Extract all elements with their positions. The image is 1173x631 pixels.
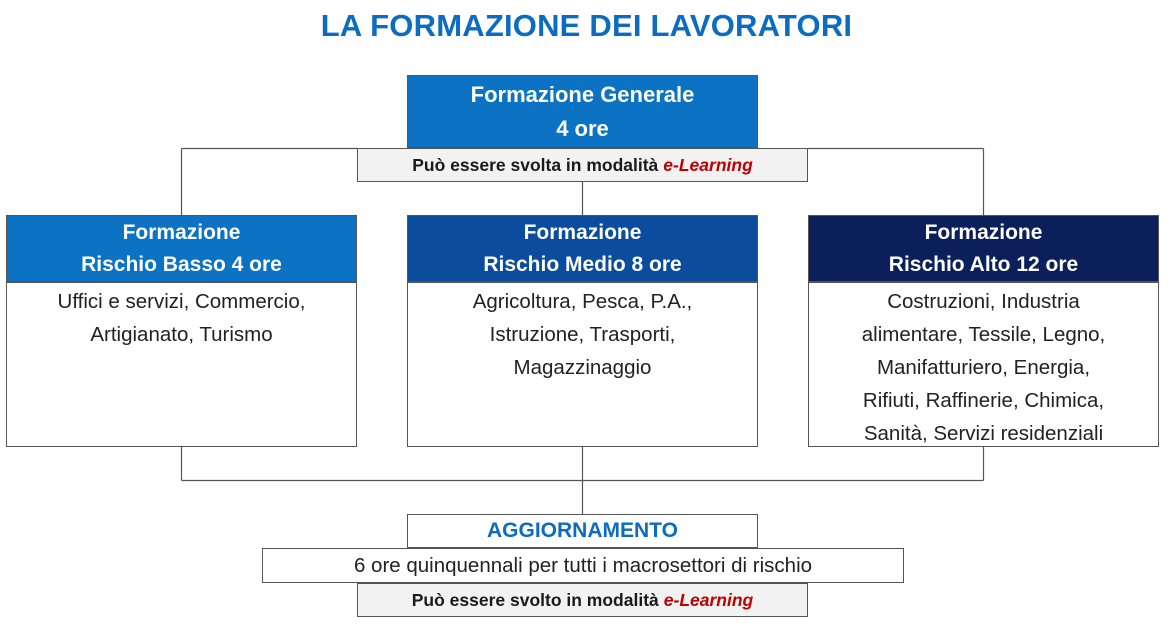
sector-line: Sanità, Servizi residenziali: [863, 422, 1104, 445]
rischio-alto-title: Formazione: [924, 220, 1043, 244]
sector-line: Rifiuti, Raffinerie, Chimica,: [862, 389, 1105, 412]
sector-line: Magazzinaggio: [513, 356, 652, 379]
aggiornamento-note-text: Può essere svolto in modalità: [411, 589, 659, 610]
formazione-generale-box: [407, 75, 758, 148]
aggiornamento-detail: 6 ore quinquennali per tutti i macrosettori di rischio: [262, 548, 904, 583]
rischio-medio-header: [407, 215, 758, 282]
formazione-generale-title: Formazione Generale: [470, 81, 695, 107]
aggiornamento-label: AGGIORNAMENTO: [407, 514, 758, 548]
formazione-generale-hours: 4 ore: [556, 115, 609, 141]
sector-line: Agricoltura, Pesca, P.A.,: [472, 290, 693, 313]
sector-line: Artigianato, Turismo: [90, 323, 273, 346]
rischio-basso-header: [6, 215, 357, 282]
sector-line: Manifatturiero, Energia,: [876, 356, 1091, 379]
rischio-alto-sectors: [808, 282, 1159, 447]
aggiornamento-note-elearning: e-Learning: [663, 589, 754, 610]
rischio-medio-hours: Rischio Medio 8 ore: [483, 252, 682, 276]
rischio-basso-title: Formazione: [122, 220, 241, 244]
sector-line: alimentare, Tessile, Legno,: [861, 323, 1106, 346]
rischio-alto-header: [808, 215, 1159, 282]
aggiornamento-elearning-note: [357, 583, 808, 617]
sector-line: Uffici e servizi, Commercio,: [57, 290, 306, 313]
sector-line: Istruzione, Trasporti,: [489, 323, 676, 346]
rischio-basso-hours: Rischio Basso 4 ore: [81, 252, 282, 276]
sector-line: Costruzioni, Industria: [887, 290, 1080, 313]
rischio-medio-title: Formazione: [523, 220, 642, 244]
diagram-title: LA FORMAZIONE DEI LAVORATORI: [320, 8, 853, 43]
rischio-alto-hours: Rischio Alto 12 ore: [888, 252, 1079, 276]
generale-note-elearning: e-Learning: [663, 154, 753, 175]
generale-elearning-note: [357, 148, 808, 182]
rischio-medio-sectors: [407, 282, 758, 447]
generale-note-text: Può essere svolta in modalità: [412, 154, 659, 175]
rischio-basso-sectors: [6, 282, 357, 447]
